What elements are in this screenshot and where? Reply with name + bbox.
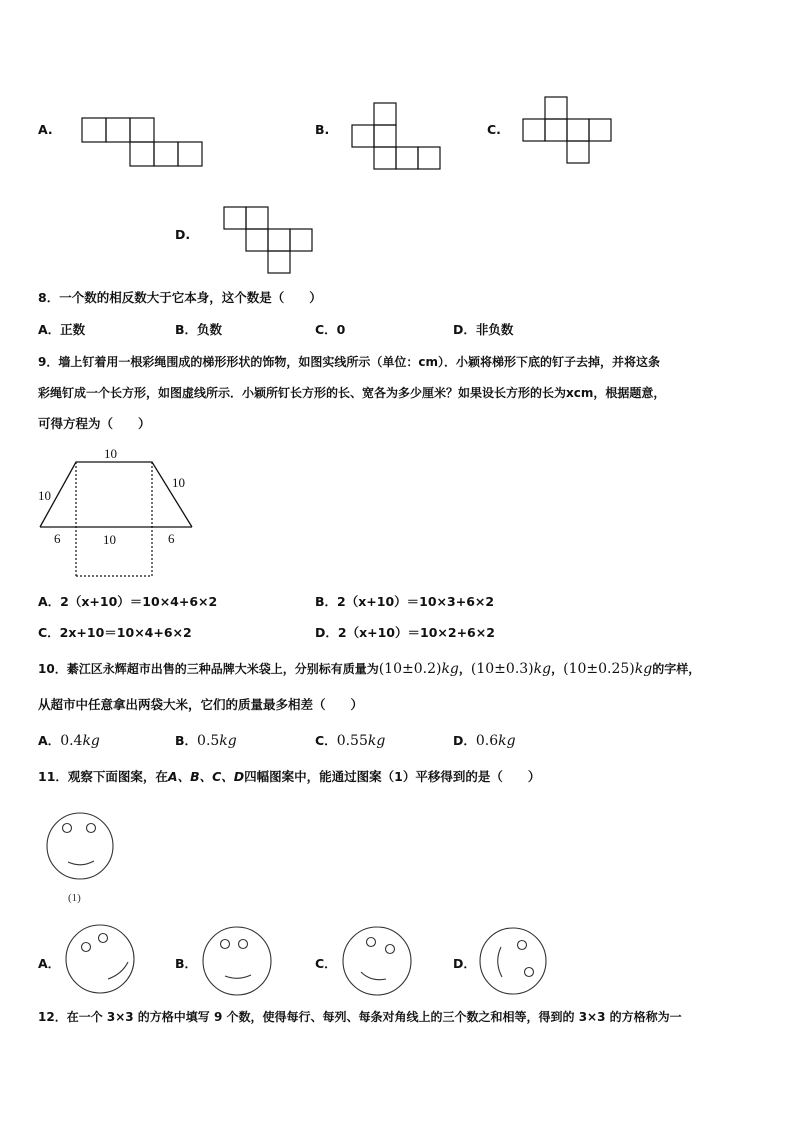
q8-option-b: B．负数 [175, 322, 223, 337]
q11-option-b-label: B． [175, 956, 198, 971]
q10-stem-pre: 10．綦江区永辉超市出售的三种品牌大米袋上，分别标有质量为 [38, 662, 379, 676]
q11-stem: 11．观察下面图案，在A、B、C、D四幅图案中，能通过图案（1）平移得到的是（ ） [38, 769, 541, 784]
q9-label-bottom-left: 6 [54, 531, 61, 546]
q10-option-a: A． 0.4kg [38, 733, 100, 749]
q10-stem-line2: 从超市中任意拿出两袋大米，它们的质量最多相差（ ） [38, 697, 364, 712]
q9-option-b: B．2（x+10）＝10×3+6×2 [315, 594, 495, 609]
q11-option-d-label: D． [453, 956, 476, 971]
q12-stem-line1: 12．在一个 3×3 的方格中填写 9 个数，使得每行、每列、每条对角线上的三个数之和相等，得到的 3×3 的方格称为一 [38, 1010, 682, 1024]
q10-option-c: C． 0.55kg [315, 733, 386, 749]
q10-sep-1: ， [458, 662, 471, 676]
q9-stem-line3: 可得方程为（ ） [38, 416, 151, 431]
q9-label-top: 10 [104, 446, 117, 461]
q11-option-c-label: C． [315, 956, 337, 971]
q9-stem-line1: 9．墙上钉着用一根彩绳围成的梯形形状的饰物，如图实线所示（单位：cm）．小颖将梯形下底的钉子去掉，并将这条 [38, 355, 660, 369]
q9-option-d: D．2（x+10）＝10×2+6×2 [315, 625, 495, 640]
q8-option-d: D．非负数 [453, 322, 514, 337]
q10-mass-2: (10±0.3)kg [470, 661, 552, 677]
q8-option-c: C．0 [315, 322, 346, 337]
q10-mass-1: (10±0.2)kg [378, 661, 459, 677]
q7-option-a-label: A. [38, 122, 53, 137]
q9-stem-line2: 彩绳钉成一个长方形，如图虚线所示．小颖所钉长方形的长、宽各为多少厘米？如果设长方形的长为xcm，根据题意， [38, 386, 666, 400]
q8-stem: 8．一个数的相反数大于它本身，这个数是（ ） [38, 290, 322, 305]
q10-mass-3: (10±0.25)kg [563, 661, 653, 677]
q9-option-c: C．2x+10＝10×4+6×2 [38, 625, 192, 640]
q7-option-c-label: C. [487, 122, 501, 137]
q9-label-right: 10 [172, 475, 185, 490]
q7-option-b-label: B. [315, 122, 330, 137]
q9-label-left: 10 [38, 488, 51, 503]
q10-option-b: B． 0.5kg [175, 733, 237, 749]
q11-option-a-label: A． [38, 956, 61, 971]
q11-caption: (1) [68, 892, 81, 904]
q10-option-d: D． 0.6kg [453, 733, 516, 749]
q9-option-a: A．2（x+10）＝10×4+6×2 [38, 594, 218, 609]
q11-stem-letters: A、B、C、D [167, 769, 245, 784]
q7-option-d-label: D. [175, 227, 191, 242]
q10-stem-post: 的字样， [652, 662, 701, 676]
q9-label-bottom-right: 6 [168, 531, 175, 546]
q8-option-a: A．正数 [38, 322, 86, 337]
q9-label-bottom-mid: 10 [103, 532, 116, 547]
q10-sep-2: ， [551, 662, 564, 676]
